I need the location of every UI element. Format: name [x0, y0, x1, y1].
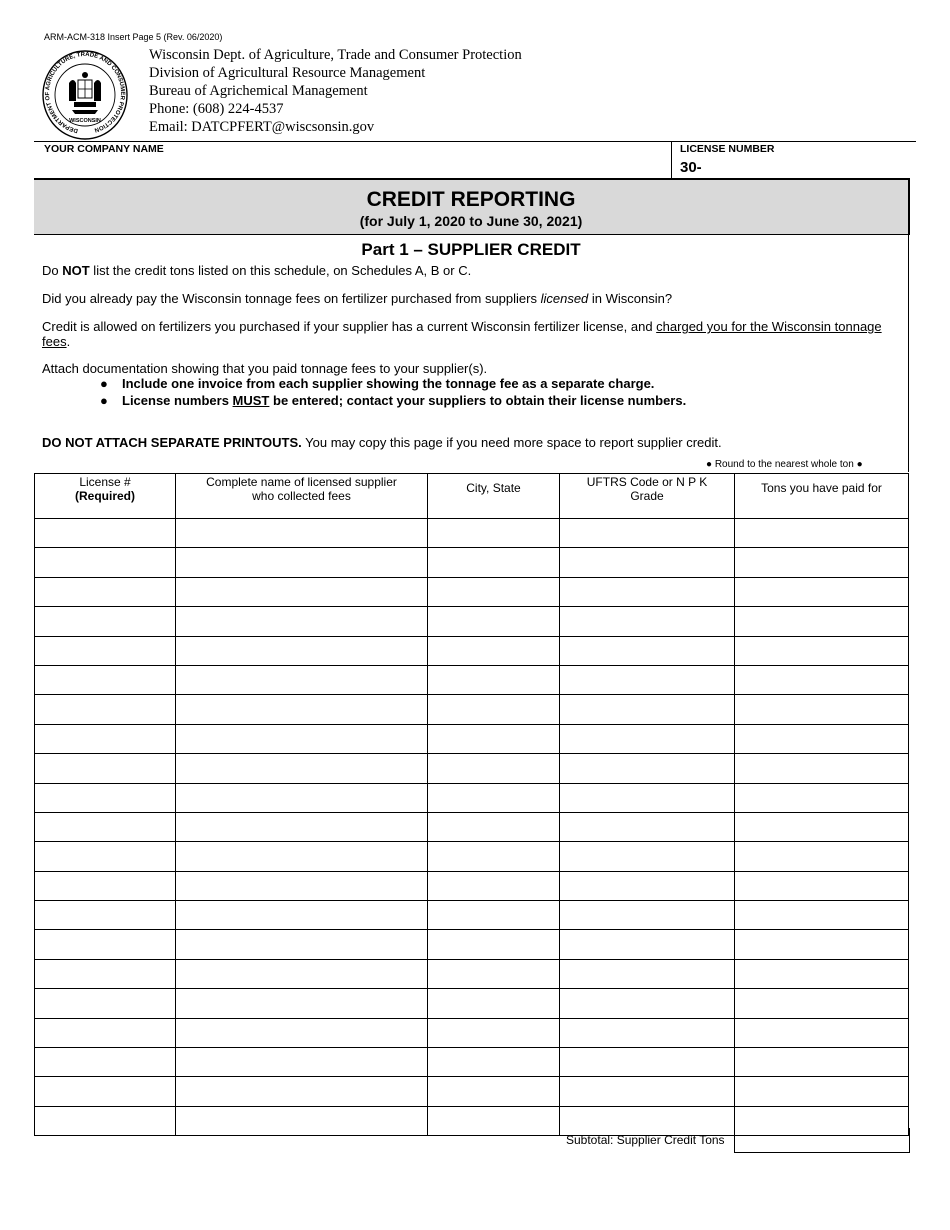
- cell-license[interactable]: [35, 1018, 176, 1047]
- agency-division: Division of Agricultural Resource Management: [149, 65, 426, 81]
- cell-license[interactable]: [35, 842, 176, 871]
- cell-grade[interactable]: [560, 695, 735, 724]
- cell-city-state[interactable]: [428, 783, 560, 812]
- table-header: [35, 474, 909, 519]
- supplier-credit-table: [34, 473, 909, 1136]
- agency-phone: Phone: (608) 224-4537: [149, 101, 284, 117]
- cell-city-state[interactable]: [428, 577, 560, 606]
- col-grade: UFTRS Code or N P K Grade: [560, 474, 735, 519]
- table-row: [35, 577, 909, 606]
- cell-city-state[interactable]: [428, 665, 560, 694]
- table-row: [35, 636, 909, 665]
- cell-city-state[interactable]: [428, 1106, 560, 1135]
- cell-city-state[interactable]: [428, 930, 560, 959]
- cell-grade[interactable]: [560, 548, 735, 577]
- cell-supplier-name[interactable]: [176, 812, 428, 841]
- cell-city-state[interactable]: [428, 901, 560, 930]
- cell-supplier-name[interactable]: [176, 930, 428, 959]
- cell-supplier-name[interactable]: [176, 695, 428, 724]
- col-supplier-name: Complete name of licensed supplier who collected fees: [176, 474, 428, 519]
- cell-supplier-name[interactable]: [176, 1048, 428, 1077]
- cell-license[interactable]: [35, 783, 176, 812]
- cell-grade[interactable]: [560, 842, 735, 871]
- cell-license[interactable]: [35, 519, 176, 548]
- cell-grade[interactable]: [560, 959, 735, 988]
- cell-supplier-name[interactable]: [176, 665, 428, 694]
- table-row: [35, 724, 909, 753]
- cell-tons[interactable]: [735, 783, 909, 812]
- table-row: [35, 783, 909, 812]
- license-divider: [671, 141, 672, 178]
- cell-grade[interactable]: [560, 636, 735, 665]
- cell-license[interactable]: [35, 901, 176, 930]
- cell-tons[interactable]: [735, 607, 909, 636]
- cell-supplier-name[interactable]: [176, 519, 428, 548]
- cell-tons[interactable]: [735, 989, 909, 1018]
- header-rule: [34, 141, 916, 142]
- cell-tons[interactable]: [735, 959, 909, 988]
- instruction-3: Credit is allowed on fertilizers you purchased if your supplier has a current Wisconsin fertilizer license, and charged you for the Wisconsin tonnage fees.: [42, 319, 882, 349]
- cell-supplier-name[interactable]: [176, 989, 428, 1018]
- table-row: [35, 871, 909, 900]
- cell-city-state[interactable]: [428, 607, 560, 636]
- instruction-5: DO NOT ATTACH SEPARATE PRINTOUTS. You may copy this page if you need more space to report supplier credit.: [42, 435, 722, 450]
- subtotal-label: Subtotal: Supplier Credit Tons: [566, 1133, 725, 1147]
- page-title: CREDIT REPORTING: [366, 188, 576, 211]
- reporting-period: (for July 1, 2020 to June 30, 2021): [359, 213, 583, 229]
- cell-tons[interactable]: [735, 695, 909, 724]
- cell-license[interactable]: [35, 724, 176, 753]
- cell-supplier-name[interactable]: [176, 842, 428, 871]
- cell-grade[interactable]: [560, 754, 735, 783]
- cell-supplier-name[interactable]: [176, 607, 428, 636]
- bullet-license: ● License numbers MUST be entered; contact your suppliers to obtain their license numbers.: [100, 392, 687, 408]
- table-row: [35, 842, 909, 871]
- cell-grade[interactable]: [560, 607, 735, 636]
- cell-grade[interactable]: [560, 1077, 735, 1106]
- cell-grade[interactable]: [560, 989, 735, 1018]
- cell-supplier-name[interactable]: [176, 959, 428, 988]
- cell-city-state[interactable]: [428, 989, 560, 1018]
- cell-supplier-name[interactable]: [176, 871, 428, 900]
- cell-license[interactable]: [35, 548, 176, 577]
- table-row: [35, 1048, 909, 1077]
- agency-department: Wisconsin Dept. of Agriculture, Trade and Consumer Protection: [149, 47, 522, 63]
- cell-grade[interactable]: [560, 812, 735, 841]
- form-id: ARM-ACM-318 Insert Page 5 (Rev. 06/2020): [44, 32, 223, 42]
- table-row: [35, 930, 909, 959]
- cell-tons[interactable]: [735, 724, 909, 753]
- cell-tons[interactable]: [735, 519, 909, 548]
- cell-grade[interactable]: [560, 1106, 735, 1135]
- cell-tons[interactable]: [735, 665, 909, 694]
- cell-city-state[interactable]: [428, 724, 560, 753]
- cell-city-state[interactable]: [428, 871, 560, 900]
- cell-grade[interactable]: [560, 871, 735, 900]
- company-name-field[interactable]: [44, 158, 664, 176]
- cell-supplier-name[interactable]: [176, 577, 428, 606]
- cell-grade[interactable]: [560, 1048, 735, 1077]
- cell-supplier-name[interactable]: [176, 783, 428, 812]
- cell-supplier-name[interactable]: [176, 1106, 428, 1135]
- cell-license[interactable]: [35, 1048, 176, 1077]
- cell-tons[interactable]: [735, 901, 909, 930]
- table-row: [35, 607, 909, 636]
- cell-grade[interactable]: [560, 665, 735, 694]
- cell-tons[interactable]: [735, 1018, 909, 1047]
- cell-tons[interactable]: [735, 930, 909, 959]
- cell-tons[interactable]: [735, 1077, 909, 1106]
- cell-grade[interactable]: [560, 577, 735, 606]
- state-seal: [42, 50, 128, 140]
- svg-text:WISCONSIN: WISCONSIN: [69, 118, 101, 124]
- cell-city-state[interactable]: [428, 636, 560, 665]
- col-tons: Tons you have paid for: [735, 474, 909, 519]
- cell-tons[interactable]: [735, 1048, 909, 1077]
- cell-supplier-name[interactable]: [176, 724, 428, 753]
- cell-license[interactable]: [35, 665, 176, 694]
- table-row: [35, 989, 909, 1018]
- table-row: [35, 812, 909, 841]
- company-name-label: YOUR COMPANY NAME: [44, 143, 164, 155]
- section-title: Part 1 – SUPPLIER CREDIT: [361, 240, 581, 259]
- cell-tons[interactable]: [735, 636, 909, 665]
- cell-tons[interactable]: [735, 548, 909, 577]
- svg-text:DEPARTMENT OF AGRICULTURE, TRA: DEPARTMENT OF AGRICULTURE, TRADE AND CONSUMER PROTECTION: [45, 51, 126, 134]
- cell-license[interactable]: [35, 871, 176, 900]
- cell-city-state[interactable]: [428, 959, 560, 988]
- cell-city-state[interactable]: [428, 519, 560, 548]
- instruction-1: Do NOT list the credit tons listed on this schedule, on Schedules A, B or C.: [42, 263, 472, 278]
- cell-license[interactable]: [35, 930, 176, 959]
- cell-supplier-name[interactable]: [176, 754, 428, 783]
- bullet-list: [100, 376, 686, 409]
- cell-city-state[interactable]: [428, 695, 560, 724]
- cell-supplier-name[interactable]: [176, 1077, 428, 1106]
- cell-city-state[interactable]: [428, 1048, 560, 1077]
- cell-tons[interactable]: [735, 754, 909, 783]
- table-row: [35, 901, 909, 930]
- table-row: [35, 754, 909, 783]
- cell-grade[interactable]: [560, 1018, 735, 1047]
- cell-license[interactable]: [35, 989, 176, 1018]
- cell-city-state[interactable]: [428, 1077, 560, 1106]
- table-row: [35, 959, 909, 988]
- cell-city-state[interactable]: [428, 754, 560, 783]
- cell-city-state[interactable]: [428, 812, 560, 841]
- cell-license[interactable]: [35, 636, 176, 665]
- cell-city-state[interactable]: [428, 1018, 560, 1047]
- cell-tons[interactable]: [735, 812, 909, 841]
- cell-grade[interactable]: [560, 783, 735, 812]
- cell-grade[interactable]: [560, 519, 735, 548]
- table-row: [35, 519, 909, 548]
- round-note: ● Round to the nearest whole ton ●: [706, 459, 863, 470]
- table-row: [35, 1077, 909, 1106]
- table-row: [35, 665, 909, 694]
- cell-supplier-name[interactable]: [176, 636, 428, 665]
- table-row: [35, 548, 909, 577]
- cell-tons[interactable]: [735, 871, 909, 900]
- agency-email: Email: DATCPFERT@wiscsonsin.gov: [149, 119, 375, 135]
- cell-tons[interactable]: [735, 842, 909, 871]
- cell-grade[interactable]: [560, 930, 735, 959]
- cell-license[interactable]: [35, 1106, 176, 1135]
- agency-block: [149, 46, 522, 136]
- table-row: [35, 695, 909, 724]
- right-border: [908, 232, 909, 472]
- cell-supplier-name[interactable]: [176, 1018, 428, 1047]
- instruction-4: Attach documentation showing that you paid tonnage fees to your supplier(s).: [42, 361, 488, 376]
- cell-license[interactable]: [35, 607, 176, 636]
- license-number-field[interactable]: 30-: [680, 159, 702, 176]
- cell-supplier-name[interactable]: [176, 548, 428, 577]
- cell-city-state[interactable]: [428, 548, 560, 577]
- subtotal-field[interactable]: [734, 1128, 910, 1153]
- cell-license[interactable]: [35, 577, 176, 606]
- bullet-invoice: ● Include one invoice from each supplier showing the tonnage fee as a separate charge.: [100, 376, 655, 391]
- cell-license[interactable]: [35, 754, 176, 783]
- cell-license[interactable]: [35, 959, 176, 988]
- instruction-2: Did you already pay the Wisconsin tonnage fees on fertilizer purchased from suppliers licensed in Wisconsin?: [42, 291, 673, 306]
- cell-grade[interactable]: [560, 724, 735, 753]
- cell-city-state[interactable]: [428, 842, 560, 871]
- title-banner: [34, 178, 910, 235]
- cell-license[interactable]: [35, 1077, 176, 1106]
- table-row: [35, 1018, 909, 1047]
- col-city-state: City, State: [428, 474, 560, 519]
- cell-tons[interactable]: [735, 577, 909, 606]
- cell-license[interactable]: [35, 812, 176, 841]
- cell-grade[interactable]: [560, 901, 735, 930]
- agency-bureau: Bureau of Agrichemical Management: [149, 83, 368, 99]
- cell-supplier-name[interactable]: [176, 901, 428, 930]
- license-number-label: LICENSE NUMBER: [680, 143, 775, 155]
- col-license: License # (Required): [35, 474, 176, 519]
- cell-license[interactable]: [35, 695, 176, 724]
